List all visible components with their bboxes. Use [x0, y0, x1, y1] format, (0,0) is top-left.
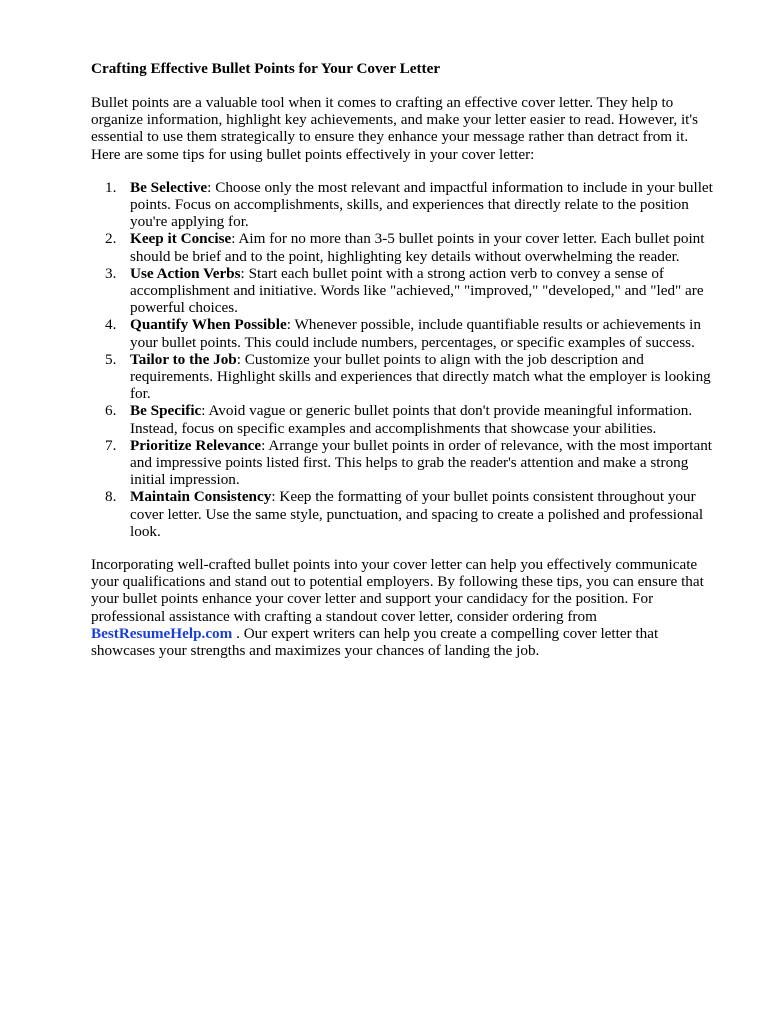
- tips-list: [91, 179, 721, 540]
- tip-heading: Maintain Consistency: [130, 488, 272, 506]
- tip-text: : Avoid vague or generic bullet points that don't provide meaningful information. Instead, focus on specific examples and accomplishments that showcase your abilities.: [130, 402, 693, 437]
- tip-text: : Arrange your bullet points in order of relevance, with the most important and impressive points listed first. This helps to grab the reader's attention and make a strong initial impression.: [130, 436, 713, 489]
- tip-item: [91, 437, 721, 489]
- tip-heading: Be Specific: [130, 402, 202, 420]
- tip-text: : Customize your bullet points to align with the job description and requirements. Highlight skills and experiences that directly match what the employer is looking for.: [130, 350, 711, 403]
- tip-heading: Tailor to the Job: [130, 350, 237, 368]
- tip-number: 6.: [105, 402, 117, 420]
- tip-number: 4.: [105, 316, 117, 334]
- best-resume-help-link[interactable]: BestResumeHelp.com: [91, 624, 233, 642]
- closing-text-after-link: . Our expert writers can help you create a compelling cover letter that showcases your strengths and maximizes your chances of landing the job.: [91, 624, 659, 660]
- tip-text: : Choose only the most relevant and impactful information to include in your bullet points. Focus on accomplishments, skills, and experiences that directly relate to the position you're applying for.: [130, 178, 713, 231]
- document-page: [91, 60, 721, 659]
- tip-item: [91, 316, 721, 350]
- tip-number: 8.: [105, 488, 117, 506]
- tip-item: [91, 265, 721, 317]
- tip-item: [91, 351, 721, 403]
- closing-text-before-link: Incorporating well-crafted bullet points into your cover letter can help you effectively communicate your qualifications and stand out to potential employers. By following these tips, you can ensure that your bullet points enhance your cover letter and support your candidacy for the position. For professional assistance with crafting a standout cover letter, consider ordering from: [91, 556, 704, 625]
- tip-item: [91, 179, 721, 231]
- tip-number: 5.: [105, 350, 117, 368]
- tip-text: : Aim for no more than 3-5 bullet points in your cover letter. Each bullet point should be brief and to the point, highlighting key details without overwhelming the reader.: [130, 230, 705, 265]
- tip-heading: Use Action Verbs: [130, 264, 241, 282]
- tip-item: [91, 488, 721, 540]
- tip-heading: Keep it Concise: [130, 230, 232, 248]
- tip-text: : Keep the formatting of your bullet points consistent throughout your cover letter. Use the same style, punctuation, and spacing to create a polished and professional look.: [130, 488, 704, 540]
- intro-paragraph: Bullet points are a valuable tool when it comes to crafting an effective cover letter. They help to organize information, highlight key achievements, and make your letter easier to read. However, it's essential to use them strategically to ensure they enhance your message rather than detract from it. Here are some tips for using bullet points effectively in your cover letter:: [91, 94, 699, 163]
- tip-number: 2.: [105, 230, 117, 248]
- tip-number: 3.: [105, 264, 117, 282]
- page-title: Crafting Effective Bullet Points for Your Cover Letter: [91, 60, 441, 77]
- tip-number: 1.: [105, 178, 117, 196]
- tip-text: : Whenever possible, include quantifiable results or achievements in your bullet points. This could include numbers, percentages, or specific examples of success.: [130, 316, 701, 351]
- tip-heading: Prioritize Relevance: [130, 436, 262, 454]
- tip-item: [91, 230, 721, 264]
- closing-paragraph: [91, 556, 721, 659]
- tip-item: [91, 402, 721, 436]
- tip-heading: Be Selective: [130, 178, 208, 196]
- tip-text: : Start each bullet point with a strong action verb to convey a sense of accomplishment and initiative. Words like "achieved," "improved," "developed," and "led" are powerful choices.: [130, 264, 704, 317]
- tip-number: 7.: [105, 436, 117, 454]
- tip-heading: Quantify When Possible: [130, 316, 287, 334]
